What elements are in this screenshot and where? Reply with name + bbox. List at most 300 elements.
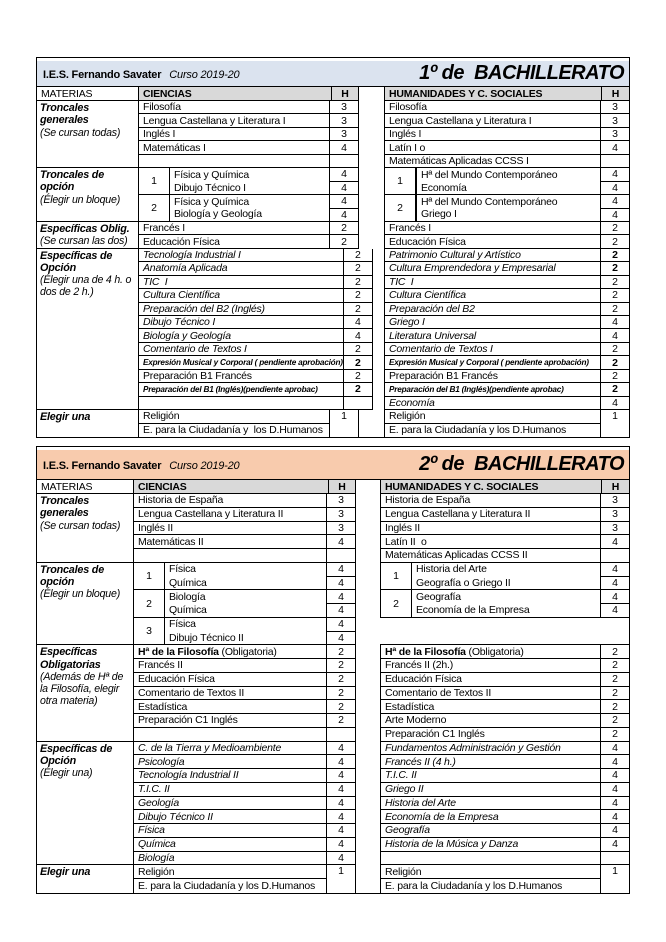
- block-number: 1: [139, 168, 169, 195]
- table-title: 1º de BACHILLERATO: [419, 62, 624, 84]
- section-note: (Élegir un bloque): [40, 588, 121, 601]
- subject-cell: [139, 155, 329, 168]
- subject-line: Química: [169, 604, 207, 617]
- hours-column: [600, 222, 629, 249]
- header-ciencias: CIENCIAS: [134, 480, 328, 494]
- subject-cell: Historia del Arte: [381, 797, 600, 811]
- hours-cell: 4: [601, 755, 629, 769]
- subject-line: Hª del Mundo Contemporáneo: [421, 195, 558, 208]
- subject-cell: Preparación B1 Francés: [385, 370, 600, 383]
- section-label: [37, 168, 139, 222]
- table-body: [37, 494, 629, 893]
- hours-column: [600, 410, 629, 437]
- hours-cell: 2: [344, 343, 372, 356]
- subject-cell: Inglés I: [385, 128, 600, 141]
- hours-cell: 2: [327, 645, 355, 659]
- subject-column: [384, 410, 600, 437]
- hours-cell: 4: [327, 824, 355, 838]
- subject-cell: TIC I: [385, 276, 600, 289]
- hours-cell: 3: [330, 114, 358, 127]
- column-left: [134, 742, 356, 866]
- subject-column: [139, 249, 343, 410]
- section-note: (Se cursan todas): [40, 126, 121, 139]
- block-number-column: [384, 168, 416, 222]
- subject-line: Economía de la Empresa: [416, 604, 530, 617]
- subject-cell: Lengua Castellana y Literatura II: [134, 508, 326, 522]
- column-gap: [356, 742, 380, 866]
- block-number: 1: [381, 563, 411, 591]
- subject-cell: Lengua Castellana y Literatura I: [385, 114, 600, 127]
- subject-cell: [417, 195, 600, 222]
- subject-cell: Dibujo Técnico II: [134, 810, 326, 824]
- subject-column: [412, 563, 600, 618]
- hours-column: [326, 494, 356, 563]
- column-gap: [356, 480, 380, 494]
- hours-cell: 2: [330, 235, 358, 248]
- section-title: Troncales generales: [40, 495, 90, 520]
- subject-cell: Francés II (2h.): [381, 659, 600, 673]
- block-number: 3: [134, 618, 164, 646]
- hours-cell: 2: [601, 249, 629, 262]
- subject-cell: Matemáticas I: [139, 141, 329, 154]
- section-row: [37, 222, 629, 249]
- subject-cell: Tecnología Industrial II: [134, 769, 326, 783]
- hours-cell: 4: [601, 563, 629, 577]
- hours-column: [600, 101, 629, 168]
- column-right: [384, 101, 629, 168]
- column-header-row: [37, 480, 629, 494]
- subject-cell: Fundamentos Administración y Gestión: [381, 742, 600, 756]
- subject-line: Biología y Geología: [174, 208, 262, 221]
- subject-column: [134, 742, 326, 866]
- hours-cell: 4: [601, 824, 629, 838]
- subject-cell: [381, 852, 600, 866]
- hours-cell: 2: [601, 303, 629, 316]
- subject-cell: Preparación del B2 (Inglés): [139, 303, 343, 316]
- subject-cell: Historia de España: [134, 494, 326, 508]
- hours-cell: 4: [601, 195, 629, 208]
- header-humanidades: HUMANIDADES Y C. SOCIALES: [384, 87, 601, 101]
- hours-column: [600, 249, 629, 410]
- subject-cell: C. de la Tierra y Medioambiente: [134, 742, 326, 756]
- hours-cell: 2: [344, 356, 372, 369]
- subject-line: Dibujo Técnico II: [169, 631, 244, 644]
- hours-column: [326, 645, 356, 741]
- subject-cell: Religión: [139, 410, 329, 423]
- section-row: [37, 494, 629, 563]
- hours-cell: 4: [327, 810, 355, 824]
- subject-line: Griego I: [421, 208, 457, 221]
- column-right: [380, 563, 629, 646]
- hours-cell: 4: [327, 852, 355, 866]
- column-gap: [359, 101, 384, 168]
- hours-column: [329, 168, 359, 222]
- block-number: 2: [381, 590, 411, 618]
- subject-cell: Comentario de Textos II: [381, 687, 600, 701]
- subject-cell: Educación Física: [139, 235, 329, 248]
- block-number: 1: [385, 168, 415, 195]
- subject-cell: Química: [134, 838, 326, 852]
- block-number: 2: [385, 195, 415, 222]
- subject-cell: Biología: [134, 852, 326, 866]
- column-right: [384, 168, 629, 222]
- subject-cell: Educación Física: [381, 673, 600, 687]
- hours-cell: 4: [330, 141, 358, 154]
- hours-column: [329, 410, 359, 437]
- hours-column: [600, 168, 629, 222]
- column-left: [134, 645, 356, 741]
- subject-bold-part: Hª de la Filosofía: [385, 645, 466, 658]
- subject-line: Geografía o Griego II: [416, 576, 511, 589]
- hours-cell: 4: [601, 182, 629, 195]
- hours-cell: 2: [601, 659, 629, 673]
- subject-cell: Economía de la Empresa: [381, 810, 600, 824]
- hours-cell: 3: [601, 101, 629, 114]
- subject-cell: Latín I o: [385, 141, 600, 154]
- section-note: (Élegir un bloque): [40, 193, 121, 206]
- section-title: Elegir una: [40, 411, 91, 424]
- hours-cell: 2: [344, 276, 372, 289]
- hours-cell: [601, 549, 629, 563]
- school-name: I.E.S. Fernando Savater: [43, 68, 162, 81]
- subject-cell: Comentario de Textos II: [134, 687, 326, 701]
- header-materias: MATERIAS: [37, 87, 139, 101]
- subject-column: [384, 222, 600, 249]
- hours-cell: 2: [601, 728, 629, 742]
- subject-line: Física y Química: [174, 168, 249, 181]
- section-label: [37, 410, 139, 437]
- hours-cell: 2: [601, 383, 629, 396]
- school-name: I.E.S. Fernando Savater: [43, 459, 162, 472]
- subject-cell: [412, 590, 600, 618]
- table-title-band: [37, 61, 629, 87]
- hours-cell: 4: [344, 316, 372, 329]
- subject-cell: Educación Física: [385, 235, 600, 248]
- hours-cell: 4: [601, 316, 629, 329]
- subject-column: [380, 645, 600, 741]
- column-left: [139, 410, 359, 437]
- hours-cell: 1: [338, 865, 344, 878]
- subject-column: [134, 865, 326, 893]
- subject-cell: Arte Moderno: [381, 714, 600, 728]
- header-group-humanidades: [384, 87, 629, 101]
- column-right: [380, 645, 629, 741]
- subject-column: [139, 222, 329, 249]
- column-gap: [359, 410, 384, 437]
- hours-cell: 3: [601, 128, 629, 141]
- subject-cell: Matemáticas Aplicadas CCSS II: [381, 549, 600, 563]
- hours-cell: 4: [327, 577, 355, 591]
- subject-cell: T.I.C. II: [381, 769, 600, 783]
- subject-cell: Francés I: [385, 222, 600, 235]
- subject-cell: [134, 549, 326, 563]
- hours-cell: 3: [601, 114, 629, 127]
- subject-line: Hª del Mundo Contemporáneo: [421, 168, 558, 181]
- hours-cell: 4: [327, 563, 355, 577]
- column-gap: [359, 87, 384, 101]
- header-hours: H: [601, 87, 629, 101]
- section-title: Troncales de opción: [40, 563, 105, 589]
- hours-cell: 2: [344, 249, 372, 262]
- subject-cell: Historia de España: [381, 494, 600, 508]
- hours-cell: 2: [601, 262, 629, 275]
- subject-cell: Preparación del B2: [385, 303, 600, 316]
- hours-cell: 2: [601, 673, 629, 687]
- subject-line: Historia del Arte: [416, 563, 487, 576]
- subject-cell: Preparación C1 Inglés: [134, 714, 326, 728]
- section-title: Específicas Oblig.: [40, 222, 130, 235]
- hours-cell: 1: [612, 410, 618, 423]
- subject-cell: Preparación del B1 (Inglés)(pendiente aprobac): [139, 383, 343, 396]
- hours-cell: 2: [601, 356, 629, 369]
- column-right: [384, 410, 629, 437]
- subject-cell: Estadística: [381, 700, 600, 714]
- subject-column: [170, 168, 329, 222]
- header-ciencias: CIENCIAS: [139, 87, 331, 101]
- section-title: Troncales de opción: [40, 169, 105, 194]
- subject-cell: TIC I: [139, 276, 343, 289]
- subject-cell: Preparación del B1 (Inglés)(pendiente aprobac): [385, 383, 600, 396]
- subject-bold-part: Hª de la Filosofía: [138, 645, 219, 658]
- subject-cell: T.I.C. II: [134, 783, 326, 797]
- subject-column: [139, 410, 329, 437]
- section-label: [37, 645, 134, 741]
- subject-cell: E. para la Ciudadanía y los D.Humanos: [143, 424, 323, 437]
- hours-cell: 4: [327, 838, 355, 852]
- hours-cell: 2: [601, 289, 629, 302]
- subject-cell: Cultura Científica: [385, 289, 600, 302]
- hours-cell: 2: [327, 687, 355, 701]
- subject-cell: Hª de la Filosofía (Obligatoria): [134, 645, 326, 659]
- hours-column: [600, 494, 629, 563]
- subject-cell: [165, 590, 326, 618]
- subject-cell: Dibujo Técnico I: [139, 316, 343, 329]
- hours-cell: 3: [330, 101, 358, 114]
- section-label: [37, 865, 134, 893]
- column-left: [134, 563, 356, 646]
- hours-cell: 3: [327, 494, 355, 508]
- hours-cell: 2: [327, 714, 355, 728]
- subject-cell: Griego I: [385, 316, 600, 329]
- hours-cell: 2: [601, 645, 629, 659]
- block-number: 2: [134, 590, 164, 618]
- subject-cell: Francés II: [134, 659, 326, 673]
- subject-column: [380, 742, 600, 866]
- section-row: [37, 101, 629, 168]
- column-left: [134, 865, 356, 893]
- hours-cell: 4: [327, 535, 355, 549]
- column-right: [384, 222, 629, 249]
- subject-column: [380, 865, 600, 893]
- hours-cell: 2: [327, 700, 355, 714]
- hours-cell: 2: [601, 235, 629, 248]
- section-row: [37, 563, 629, 646]
- hours-cell: 2: [344, 303, 372, 316]
- subject-cell: Latín II o: [381, 535, 600, 549]
- hours-cell: 3: [327, 508, 355, 522]
- blocks-area: [380, 563, 629, 618]
- hours-column: [329, 101, 359, 168]
- hours-column: [326, 563, 356, 646]
- subject-line: Química: [169, 576, 207, 589]
- subject-line: Física y Química: [174, 195, 249, 208]
- hours-column: [326, 865, 356, 893]
- hours-cell: [601, 852, 629, 866]
- section-label: [37, 742, 134, 866]
- section-label: [37, 101, 139, 168]
- subject-cell: [170, 168, 329, 195]
- hours-cell: 3: [601, 522, 629, 536]
- subject-column: [134, 645, 326, 741]
- subject-cell: Hª de la Filosofía (Obligatoria): [381, 645, 600, 659]
- hours-cell: 3: [330, 128, 358, 141]
- subject-cell: Física: [134, 824, 326, 838]
- subject-cell: Literatura Universal: [385, 329, 600, 342]
- column-gap: [356, 494, 380, 563]
- hours-column: [326, 742, 356, 866]
- subject-cell: [134, 728, 326, 742]
- hours-cell: 2: [601, 222, 629, 235]
- subject-cell: Inglés I: [139, 128, 329, 141]
- section-title: Elegir una: [40, 866, 91, 879]
- hours-column: [600, 563, 629, 618]
- subject-cell: Tecnología Industrial I: [139, 249, 343, 262]
- subject-cell: Griego II: [381, 783, 600, 797]
- subject-cell: Cultura Científica: [139, 289, 343, 302]
- table-title-band: [37, 450, 629, 480]
- hours-cell: 4: [601, 783, 629, 797]
- subject-cell: E. para la Ciudadanía y los D.Humanos: [138, 879, 316, 892]
- hours-cell: 4: [601, 797, 629, 811]
- school-course: [43, 65, 239, 83]
- hours-cell: 2: [344, 370, 372, 383]
- subject-cell: Expresión Musical y Corporal ( pendiente aprobación): [385, 356, 600, 369]
- column-right: [380, 742, 629, 866]
- header-hours: H: [331, 87, 359, 101]
- course-label: Curso 2019-20: [169, 459, 240, 472]
- header-group-humanidades: [380, 480, 629, 494]
- column-gap: [356, 563, 380, 646]
- hours-cell: 4: [601, 535, 629, 549]
- hours-cell: 2: [601, 343, 629, 356]
- hours-cell: 4: [327, 797, 355, 811]
- hours-cell: 2: [344, 262, 372, 275]
- column-right: [380, 494, 629, 563]
- hours-column: [329, 222, 359, 249]
- subject-column: [384, 101, 600, 168]
- column-gap: [359, 168, 384, 222]
- hours-cell: 4: [327, 632, 355, 646]
- subject-cell: Anatomía Aplicada: [139, 262, 343, 275]
- hours-cell: 1: [341, 410, 347, 423]
- subject-line: Física: [169, 563, 196, 576]
- section-row: [37, 645, 629, 741]
- column-left: [134, 494, 356, 563]
- section-title: Troncales generales: [40, 102, 90, 127]
- hours-cell: 4: [601, 742, 629, 756]
- subject-cell: Francés II (4 h.): [381, 755, 600, 769]
- hours-cell: 4: [327, 769, 355, 783]
- subject-cell: Matemáticas II: [134, 535, 326, 549]
- column-left: [139, 168, 359, 222]
- column-gap: [356, 865, 380, 893]
- hours-cell: [327, 728, 355, 742]
- hours-cell: 4: [601, 810, 629, 824]
- hours-cell: 2: [601, 687, 629, 701]
- hours-cell: 4: [330, 168, 358, 181]
- section-row: [37, 742, 629, 866]
- subject-line: Economía: [421, 181, 467, 194]
- subject-column: [416, 168, 600, 222]
- hours-cell: 2: [327, 673, 355, 687]
- header-group-ciencias: [139, 87, 359, 101]
- empty-area: [380, 618, 629, 646]
- subject-cell: Inglés II: [134, 522, 326, 536]
- hours-cell: 4: [601, 329, 629, 342]
- subject-cell: Geología: [134, 797, 326, 811]
- section-row: [37, 168, 629, 222]
- hours-cell: 1: [612, 865, 618, 878]
- hours-cell: [327, 549, 355, 563]
- subject-cell: [412, 563, 600, 591]
- section-row: [37, 249, 629, 410]
- header-hours: H: [601, 480, 629, 494]
- hours-cell: 2: [601, 714, 629, 728]
- section-row: [37, 865, 629, 893]
- subject-column: [380, 494, 600, 563]
- bachillerato-1-table: [36, 57, 630, 438]
- subject-cell: Estadística: [134, 700, 326, 714]
- hours-cell: 4: [327, 742, 355, 756]
- hours-cell: 4: [601, 209, 629, 222]
- header-materias: MATERIAS: [37, 480, 134, 494]
- hours-cell: 4: [344, 329, 372, 342]
- hours-cell: 4: [601, 838, 629, 852]
- hours-cell: 2: [601, 700, 629, 714]
- subject-cell: Psicología: [134, 755, 326, 769]
- hours-cell: 4: [327, 755, 355, 769]
- subject-cell: Preparación B1 Francés: [139, 370, 343, 383]
- subject-cell: Expresión Musical y Corporal ( pendiente aprobación): [139, 356, 343, 369]
- header-humanidades: HUMANIDADES Y C. SOCIALES: [380, 480, 601, 494]
- section-note: (Élegir una): [40, 767, 93, 780]
- hours-cell: 2: [601, 276, 629, 289]
- subject-line: Biología: [169, 590, 206, 603]
- section-row: [37, 410, 629, 437]
- hours-cell: 4: [601, 590, 629, 604]
- hours-cell: 2: [344, 289, 372, 302]
- section-title: Específicas de Opción: [40, 249, 113, 275]
- hours-cell: 3: [327, 522, 355, 536]
- subject-line: Geografía: [416, 590, 461, 603]
- hours-cell: 4: [330, 195, 358, 208]
- subject-cell: Patrimonio Cultural y Artístico: [385, 249, 600, 262]
- section-note: (Se cursan las dos): [40, 235, 128, 248]
- column-gap: [359, 222, 384, 249]
- subject-cell: E. para la Ciudadanía y los D.Humanos: [385, 879, 563, 892]
- hours-cell: 4: [601, 168, 629, 181]
- section-title: Específicas de Opción: [40, 742, 113, 767]
- hours-cell: 4: [601, 397, 629, 410]
- section-label: [37, 494, 134, 563]
- hours-column: [600, 742, 629, 866]
- subject-cell: Lengua Castellana y Literatura II: [381, 508, 600, 522]
- subject-column: [134, 494, 326, 563]
- subject-cell: Comentario de Textos I: [385, 343, 600, 356]
- header-hours: H: [328, 480, 356, 494]
- column-left: [139, 222, 359, 249]
- hours-cell: 3: [601, 494, 629, 508]
